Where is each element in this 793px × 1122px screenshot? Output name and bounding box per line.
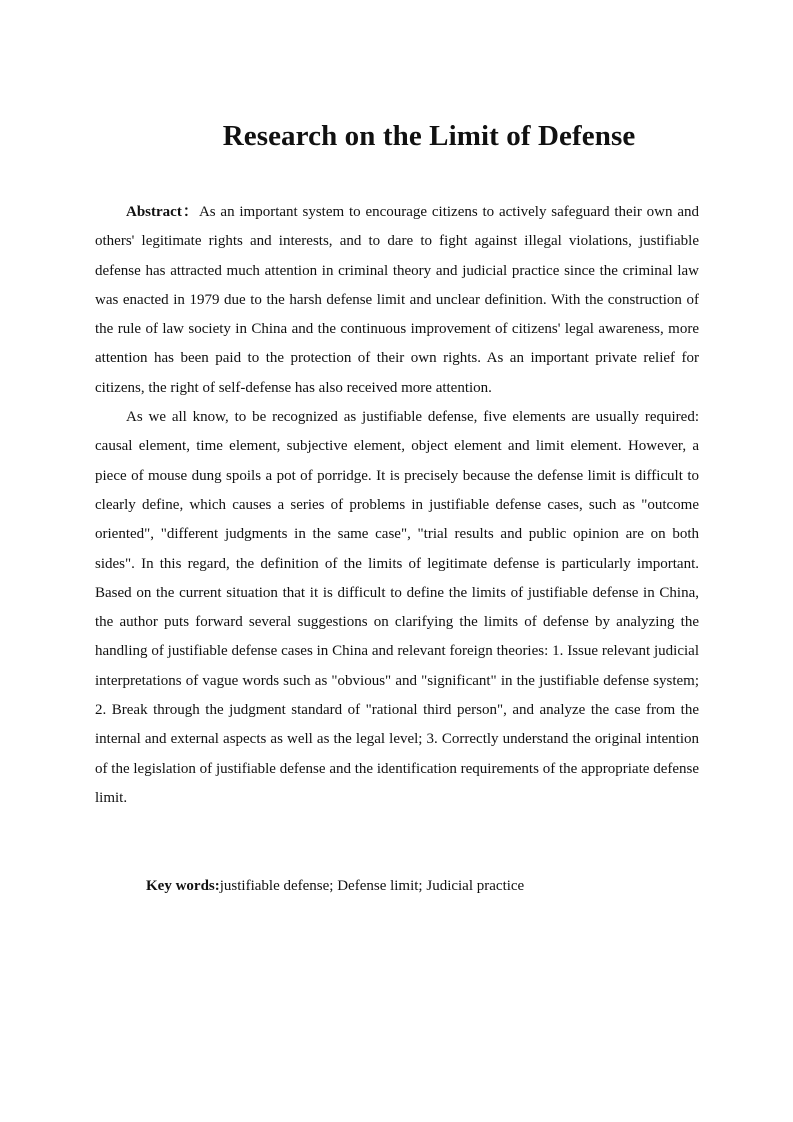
keywords-label: Key words: <box>146 878 220 894</box>
abstract-paragraph-2: As we all know, to be recognized as justifiable defense, five elements are usually required: causal element, time element, subjective element, object element and limit element. However, a piece of mouse dung spoils a pot of porridge. It is precisely because the defense limit is difficult to clearly define, which causes a series of problems in justifiable defense cases, such as "outcome oriented", "different judgments in the same case", "trial results and public opinion are on both sides". In this regard, the definition of the limits of legitimate defense is particularly important. Based on the current situation that it is difficult to define the limits of justifiable defense in China, the author puts forward several suggestions on clarifying the limits of defense by analyzing the handling of justifiable defense cases in China and relevant foreign theories: 1. Issue relevant judicial interpretations of vague words such as "obvious" and "significant" in the justifiable defense system; 2. Break through the judgment standard of "rational third person", and analyze the case from the internal and external aspects as well as the legal level; 3. Correctly understand the original intention of the legislation of justifiable defense and the identification requirements of the appropriate defense limit. <box>95 409 699 806</box>
abstract-paragraph-1 <box>95 198 699 403</box>
keywords-text: justifiable defense; Defense limit; Judicial practice <box>219 878 525 894</box>
abstract-section <box>95 198 699 813</box>
abstract-label: Abstract： <box>126 204 199 220</box>
abstract-paragraph-1-text: As an important system to encourage citizens to actively safeguard their own and others' legitimate rights and interests, and to dare to fight against illegal violations, justifiable defense has attracted much attention in criminal theory and judicial practice since the criminal law was enacted in 1979 due to the harsh defense limit and unclear definition. With the construction of the rule of law society in China and the continuous improvement of citizens' legal awareness, more attention has been paid to the protection of their own rights. As an important private relief for citizens, the right of self-defense has also received more attention. <box>95 204 699 396</box>
page-title: Research on the Limit of Defense <box>222 120 636 152</box>
keywords-line <box>146 872 524 900</box>
